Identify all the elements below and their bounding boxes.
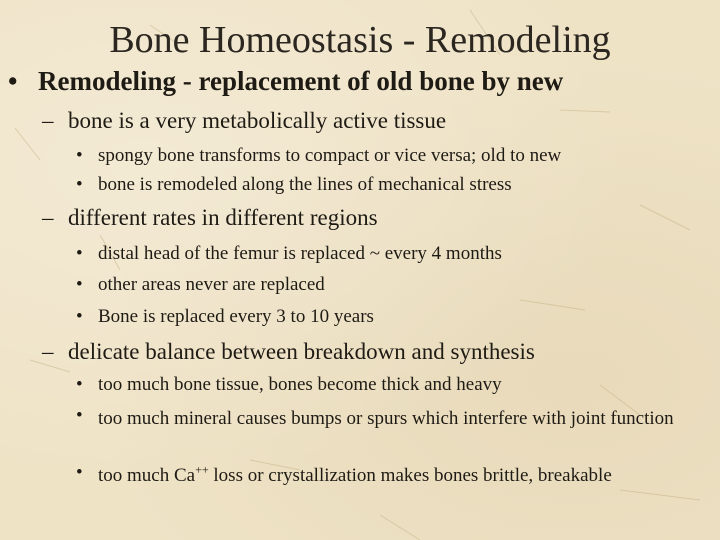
list-item-text	[98, 462, 688, 490]
bullet-marker: •	[76, 374, 83, 395]
list-item	[76, 243, 502, 265]
list-item-text: too much bone tissue, bones become thick and heavy	[98, 374, 502, 395]
subheading-1	[42, 108, 446, 134]
dash-marker: –	[42, 108, 54, 133]
slide-title: Bone Homeostasis - Remodeling	[109, 19, 611, 61]
list-item-text: bone is remodeled along the lines of mechanical stress	[98, 174, 512, 195]
list-item-text: Bone is replaced every 3 to 10 years	[98, 306, 374, 327]
list-item	[76, 145, 561, 167]
bullet-marker: •	[76, 405, 83, 426]
subheading-2	[42, 205, 378, 231]
ca-superscript: ++	[195, 462, 209, 477]
bullet-marker: •	[76, 145, 83, 166]
bullet-marker: •	[76, 306, 83, 327]
subheading-text: delicate balance between breakdown and synthesis	[68, 339, 535, 364]
main-bullet	[8, 66, 563, 97]
ca-prefix: too much Ca	[98, 465, 196, 486]
list-item-text: too much mineral causes bumps or spurs which interfere with joint function	[98, 408, 674, 429]
dash-marker: –	[42, 339, 54, 364]
list-item-text: other areas never are replaced	[98, 274, 325, 295]
list-item-text: distal head of the femur is replaced ~ every 4 months	[98, 243, 502, 264]
main-bullet-text: Remodeling - replacement of old bone by new	[38, 66, 564, 96]
list-item	[76, 462, 688, 490]
list-item	[76, 306, 374, 328]
bullet-marker: •	[76, 462, 83, 483]
bullet-marker: •	[76, 243, 83, 264]
bullet-marker: •	[8, 66, 18, 96]
list-item	[76, 405, 688, 432]
ca-suffix: loss or crystallization makes bones brittle, breakable	[208, 465, 612, 486]
subheading-3	[42, 339, 535, 365]
list-item	[76, 174, 512, 196]
dash-marker: –	[42, 205, 54, 230]
subheading-text: bone is a very metabolically active tissue	[68, 108, 447, 133]
bullet-marker: •	[76, 274, 83, 295]
list-item	[76, 374, 502, 396]
list-item	[76, 274, 325, 296]
subheading-text: different rates in different regions	[68, 205, 378, 230]
list-item-text: spongy bone transforms to compact or vice versa; old to new	[98, 145, 562, 166]
bullet-marker: •	[76, 174, 83, 195]
